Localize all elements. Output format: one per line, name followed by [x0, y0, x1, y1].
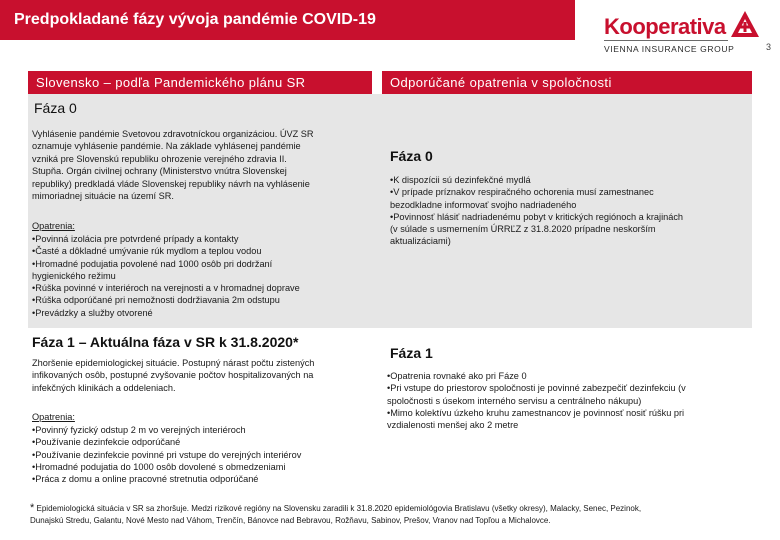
list-item: •Hromadné podujatia do 1000 osôb dovolené s obmedzeniami	[32, 461, 286, 472]
list-item: spoločnosti s úsekom interného servisu a centrálneho nákupu)	[387, 395, 642, 406]
footnote-line-2: Dunajskú Stredu, Galantu, Nové Mesto nad Váhom, Trenčín, Bánovce nad Bebravou, Rožňavu, Sabinov, Prešov, Vranov nad Topľou a Michalovce.	[30, 516, 551, 525]
description-line: Stupňa. Orgán civilnej ochrany (Ministerstvo vnútra Slovenskej	[32, 166, 287, 177]
left-phase1-description	[32, 357, 372, 394]
list-item: (v súlade s usmernením ÚRRĽZ z 31.8.2020 prípadne neskorším	[390, 224, 656, 235]
left-phase0-measures-list	[32, 233, 370, 319]
right-column-header-label: Odporúčané opatrenia v spoločnosti	[390, 75, 612, 90]
title-bar	[0, 0, 575, 40]
left-column-header-label: Slovensko – podľa Pandemického plánu SR	[36, 75, 306, 90]
list-item: •Povinný fyzický odstup 2 m vo verejných interiéroch	[32, 425, 246, 435]
right-column-header	[382, 71, 752, 94]
left-phase0-description	[32, 128, 368, 202]
list-item: •Používanie dezinfekcie povinné pri vstupe do verejných interiérov	[32, 449, 302, 460]
list-item: •Povinnosť hlásiť nadriadenému pobyt v kritických regiónoch a krajinách	[390, 211, 684, 222]
kooperativa-logo	[604, 10, 764, 56]
description-line: republiky) predkladá vláde Slovenskej republiky návrh na vyhlásenie	[32, 178, 310, 189]
list-item: •Rúška povinné v interiéroch na verejnosti a v hromadnej doprave	[32, 283, 300, 294]
list-item: •Opatrenia rovnaké ako pri Fáze 0	[387, 371, 527, 381]
left-phase1-measures-label: Opatrenia:	[32, 412, 75, 422]
list-item: •Pri vstupe do priestorov spoločnosti je povinné zabezpečiť dezinfekciu (v	[387, 383, 686, 394]
footnote-line-1	[30, 502, 756, 515]
right-phase1-title: Fáza 1	[390, 345, 433, 361]
list-item: •V prípade príznakov respiračného ochorenia musí zamestnanec	[390, 187, 654, 198]
list-item: •K dispozícii sú dezinfekčné mydlá	[390, 175, 531, 185]
right-phase1-list	[387, 370, 751, 431]
page-number: 3	[766, 42, 772, 52]
list-item: •Prevádzky a služby otvorené	[32, 307, 153, 318]
left-phase1-title: Fáza 1 – Aktuálna fáza v SR k 31.8.2020*	[32, 334, 299, 350]
list-item: •Rúška odporúčané pri nemožnosti dodržiavania 2m odstupu	[32, 295, 280, 306]
footnote-star: *	[30, 502, 35, 514]
description-line: Zhoršenie epidemiologickej situácie. Postupný nárast počtu zistených	[32, 358, 315, 368]
footnote	[30, 502, 756, 527]
list-item: •Práca z domu a online pracovné stretnutia odporúčané	[32, 474, 259, 485]
logo-triangle-icon	[730, 10, 760, 40]
list-item: •Hromadné podujatia povolené nad 1000 osôb pri dodržaní	[32, 258, 273, 269]
list-item: •Používanie dezinfekcie odporúčané	[32, 437, 181, 448]
right-phase0-title: Fáza 0	[390, 148, 433, 164]
right-phase0-list	[390, 174, 750, 248]
left-phase1-measures-list	[32, 424, 372, 485]
description-line: infikovaných osôb, postupné zvyšovanie počtov hospitalizovaných na	[32, 370, 314, 381]
list-item: aktualizáciami)	[390, 236, 451, 247]
left-phase0-title: Fáza 0	[34, 100, 77, 116]
description-line: Vyhlásenie pandémie Svetovou zdravotníckou organizáciou. ÚVZ SR	[32, 129, 314, 139]
left-phase0-measures-label: Opatrenia:	[32, 221, 75, 231]
logo-divider	[604, 40, 728, 41]
logo-subtitle: VIENNA INSURANCE GROUP	[604, 44, 735, 54]
page-title: Predpokladané fázy vývoja pandémie COVID-19	[14, 11, 376, 28]
description-line: vzniká pre Slovenskú republiku ohrozenie verejného zdravia II.	[32, 153, 287, 164]
description-line: mimoriadnej situácie na území SR.	[32, 191, 174, 202]
list-item: •Časté a dôkladné umývanie rúk mydlom a teplou vodou	[32, 246, 262, 257]
list-item: vzdialenosti menšej ako 2 metre	[387, 420, 519, 431]
description-line: oznamuje vyhlásenie pandémie. Na základe vyhlásenej pandémie	[32, 141, 301, 152]
footnote-text-1: Epidemiologická situácia v SR sa zhoršuje. Medzi rizikové regióny na Slovensku zaradili k 31.8.2020 epidemiológovia Bratislavu (všetky okresy), Malacky, Senec, Pezinok,	[34, 504, 642, 513]
list-item: •Mimo kolektívu úzkeho kruhu zamestnancov je povinnosť nosiť rúšku pri	[387, 407, 685, 418]
description-line: infekčných klinikách a oddeleniach.	[32, 382, 176, 393]
list-item: •Povinná izolácia pre potvrdené prípady a kontakty	[32, 234, 239, 244]
list-item: hygienického režimu	[32, 270, 116, 281]
logo-brand: Kooperativa	[604, 14, 726, 39]
left-column-header	[28, 71, 372, 94]
list-item: bezodkladne informovať svojho nadriadeného	[390, 199, 577, 210]
